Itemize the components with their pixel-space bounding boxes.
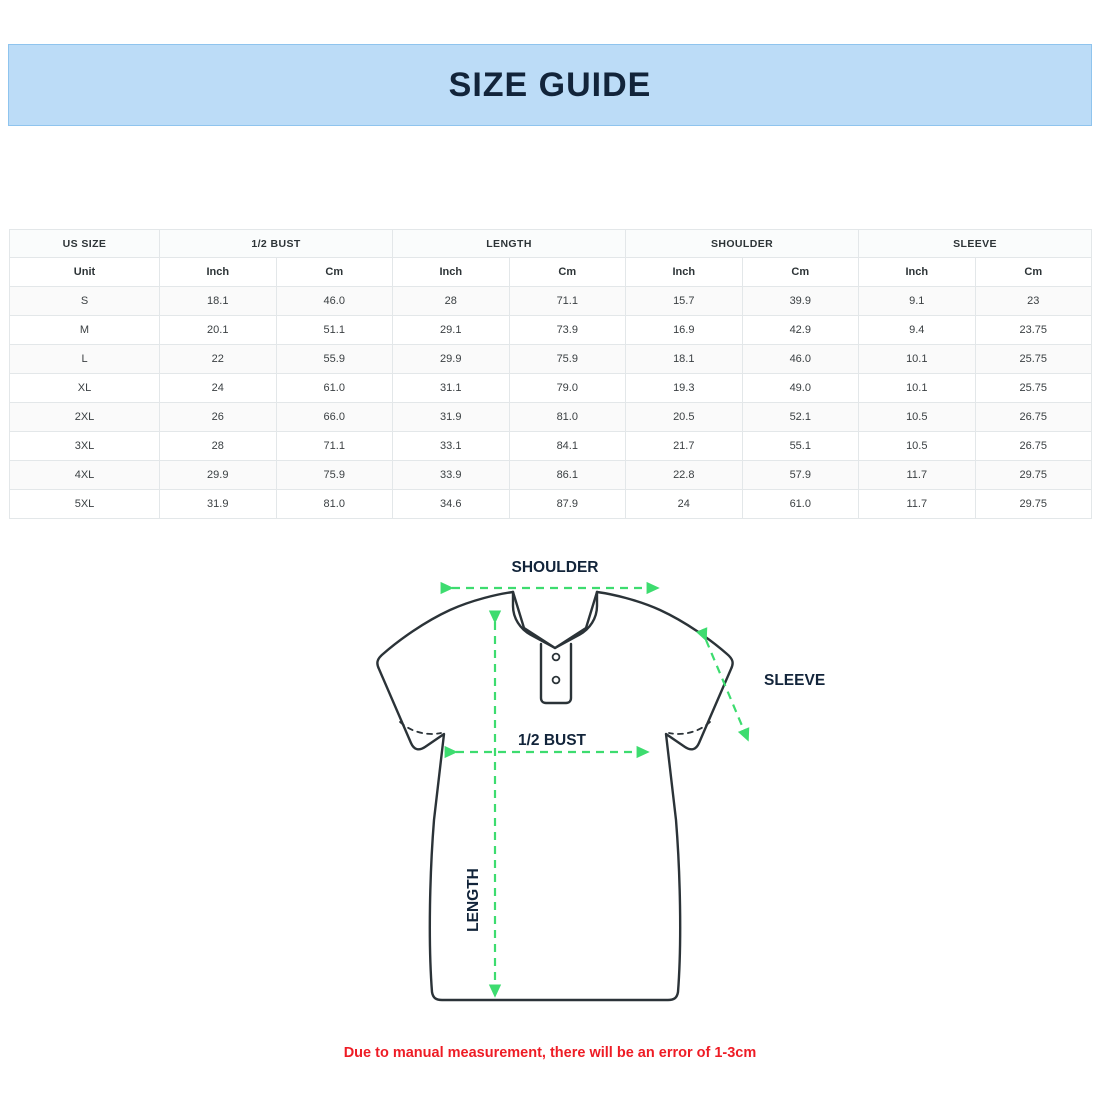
cell: 84.1 <box>509 432 626 461</box>
cell: 51.1 <box>276 316 393 345</box>
cell: 15.7 <box>626 287 743 316</box>
length-label: LENGTH <box>465 868 482 932</box>
cell: 25.75 <box>975 345 1092 374</box>
cell: 29.1 <box>393 316 510 345</box>
group-header-us-size: US SIZE <box>10 230 160 258</box>
cell: 33.1 <box>393 432 510 461</box>
cell: 10.5 <box>859 403 976 432</box>
unit-header-5: Cm <box>742 258 859 287</box>
cell: 10.5 <box>859 432 976 461</box>
cell: 25.75 <box>975 374 1092 403</box>
unit-header-0: Inch <box>160 258 277 287</box>
row-size-label: S <box>10 287 160 316</box>
unit-header-3: Cm <box>509 258 626 287</box>
cell: 24 <box>626 490 743 519</box>
cell: 26.75 <box>975 432 1092 461</box>
cell: 87.9 <box>509 490 626 519</box>
cell: 55.9 <box>276 345 393 374</box>
measurement-diagram <box>0 540 1100 1040</box>
table-row <box>10 461 1092 490</box>
cell: 20.1 <box>160 316 277 345</box>
cell: 31.9 <box>160 490 277 519</box>
cell: 26.75 <box>975 403 1092 432</box>
group-header-bust: 1/2 BUST <box>160 230 393 258</box>
cell: 29.9 <box>393 345 510 374</box>
row-size-label: 2XL <box>10 403 160 432</box>
cell: 9.1 <box>859 287 976 316</box>
cell: 11.7 <box>859 461 976 490</box>
cell: 19.3 <box>626 374 743 403</box>
group-header-length: LENGTH <box>393 230 626 258</box>
unit-header-2: Inch <box>393 258 510 287</box>
row-size-label: 5XL <box>10 490 160 519</box>
table-row <box>10 403 1092 432</box>
bust-label: 1/2 BUST <box>517 732 587 749</box>
cell: 24 <box>160 374 277 403</box>
cell: 61.0 <box>276 374 393 403</box>
cell: 71.1 <box>276 432 393 461</box>
group-header-shoulder: SHOULDER <box>626 230 859 258</box>
cell: 81.0 <box>276 490 393 519</box>
cell: 21.7 <box>626 432 743 461</box>
cell: 39.9 <box>742 287 859 316</box>
page-title: SIZE GUIDE <box>448 65 652 104</box>
cell: 61.0 <box>742 490 859 519</box>
unit-header-1: Cm <box>276 258 393 287</box>
row-size-label: L <box>10 345 160 374</box>
cell: 52.1 <box>742 403 859 432</box>
table-row <box>10 345 1092 374</box>
cell: 31.9 <box>393 403 510 432</box>
cell: 29.75 <box>975 461 1092 490</box>
cell: 9.4 <box>859 316 976 345</box>
row-size-label: XL <box>10 374 160 403</box>
cell: 55.1 <box>742 432 859 461</box>
cell: 81.0 <box>509 403 626 432</box>
row-size-label: 4XL <box>10 461 160 490</box>
table-row <box>10 490 1092 519</box>
table-row <box>10 432 1092 461</box>
unit-header-label: Unit <box>10 258 160 287</box>
cell: 29.75 <box>975 490 1092 519</box>
cell: 26 <box>160 403 277 432</box>
sleeve-label: SLEEVE <box>764 672 826 689</box>
cell: 66.0 <box>276 403 393 432</box>
cell: 20.5 <box>626 403 743 432</box>
cell: 79.0 <box>509 374 626 403</box>
table-group-header-row <box>10 230 1092 258</box>
size-guide-banner <box>8 44 1092 126</box>
cell: 42.9 <box>742 316 859 345</box>
table-head <box>10 230 1092 287</box>
group-header-sleeve: SLEEVE <box>859 230 1092 258</box>
row-size-label: 3XL <box>10 432 160 461</box>
shoulder-label: SHOULDER <box>511 559 599 576</box>
polo-shirt-illustration <box>377 592 732 1000</box>
cell: 18.1 <box>626 345 743 374</box>
table-row <box>10 287 1092 316</box>
cell: 46.0 <box>742 345 859 374</box>
unit-header-6: Inch <box>859 258 976 287</box>
cell: 22.8 <box>626 461 743 490</box>
unit-header-4: Inch <box>626 258 743 287</box>
cell: 10.1 <box>859 345 976 374</box>
cell: 86.1 <box>509 461 626 490</box>
cell: 22 <box>160 345 277 374</box>
unit-header-7: Cm <box>975 258 1092 287</box>
table-unit-header-row <box>10 258 1092 287</box>
cell: 73.9 <box>509 316 626 345</box>
cell: 18.1 <box>160 287 277 316</box>
cell: 75.9 <box>509 345 626 374</box>
cell: 34.6 <box>393 490 510 519</box>
cell: 57.9 <box>742 461 859 490</box>
cell: 23.75 <box>975 316 1092 345</box>
table-row <box>10 316 1092 345</box>
cell: 71.1 <box>509 287 626 316</box>
cell: 31.1 <box>393 374 510 403</box>
measurement-note: Due to manual measurement, there will be an error of 1-3cm <box>343 1045 757 1061</box>
cell: 16.9 <box>626 316 743 345</box>
cell: 10.1 <box>859 374 976 403</box>
cell: 11.7 <box>859 490 976 519</box>
table-row <box>10 374 1092 403</box>
size-table-container <box>9 229 1091 519</box>
row-size-label: M <box>10 316 160 345</box>
cell: 23 <box>975 287 1092 316</box>
cell: 49.0 <box>742 374 859 403</box>
cell: 28 <box>160 432 277 461</box>
cell: 75.9 <box>276 461 393 490</box>
cell: 29.9 <box>160 461 277 490</box>
size-table <box>9 229 1092 519</box>
cell: 28 <box>393 287 510 316</box>
cell: 33.9 <box>393 461 510 490</box>
cell: 46.0 <box>276 287 393 316</box>
table-body <box>10 287 1092 519</box>
